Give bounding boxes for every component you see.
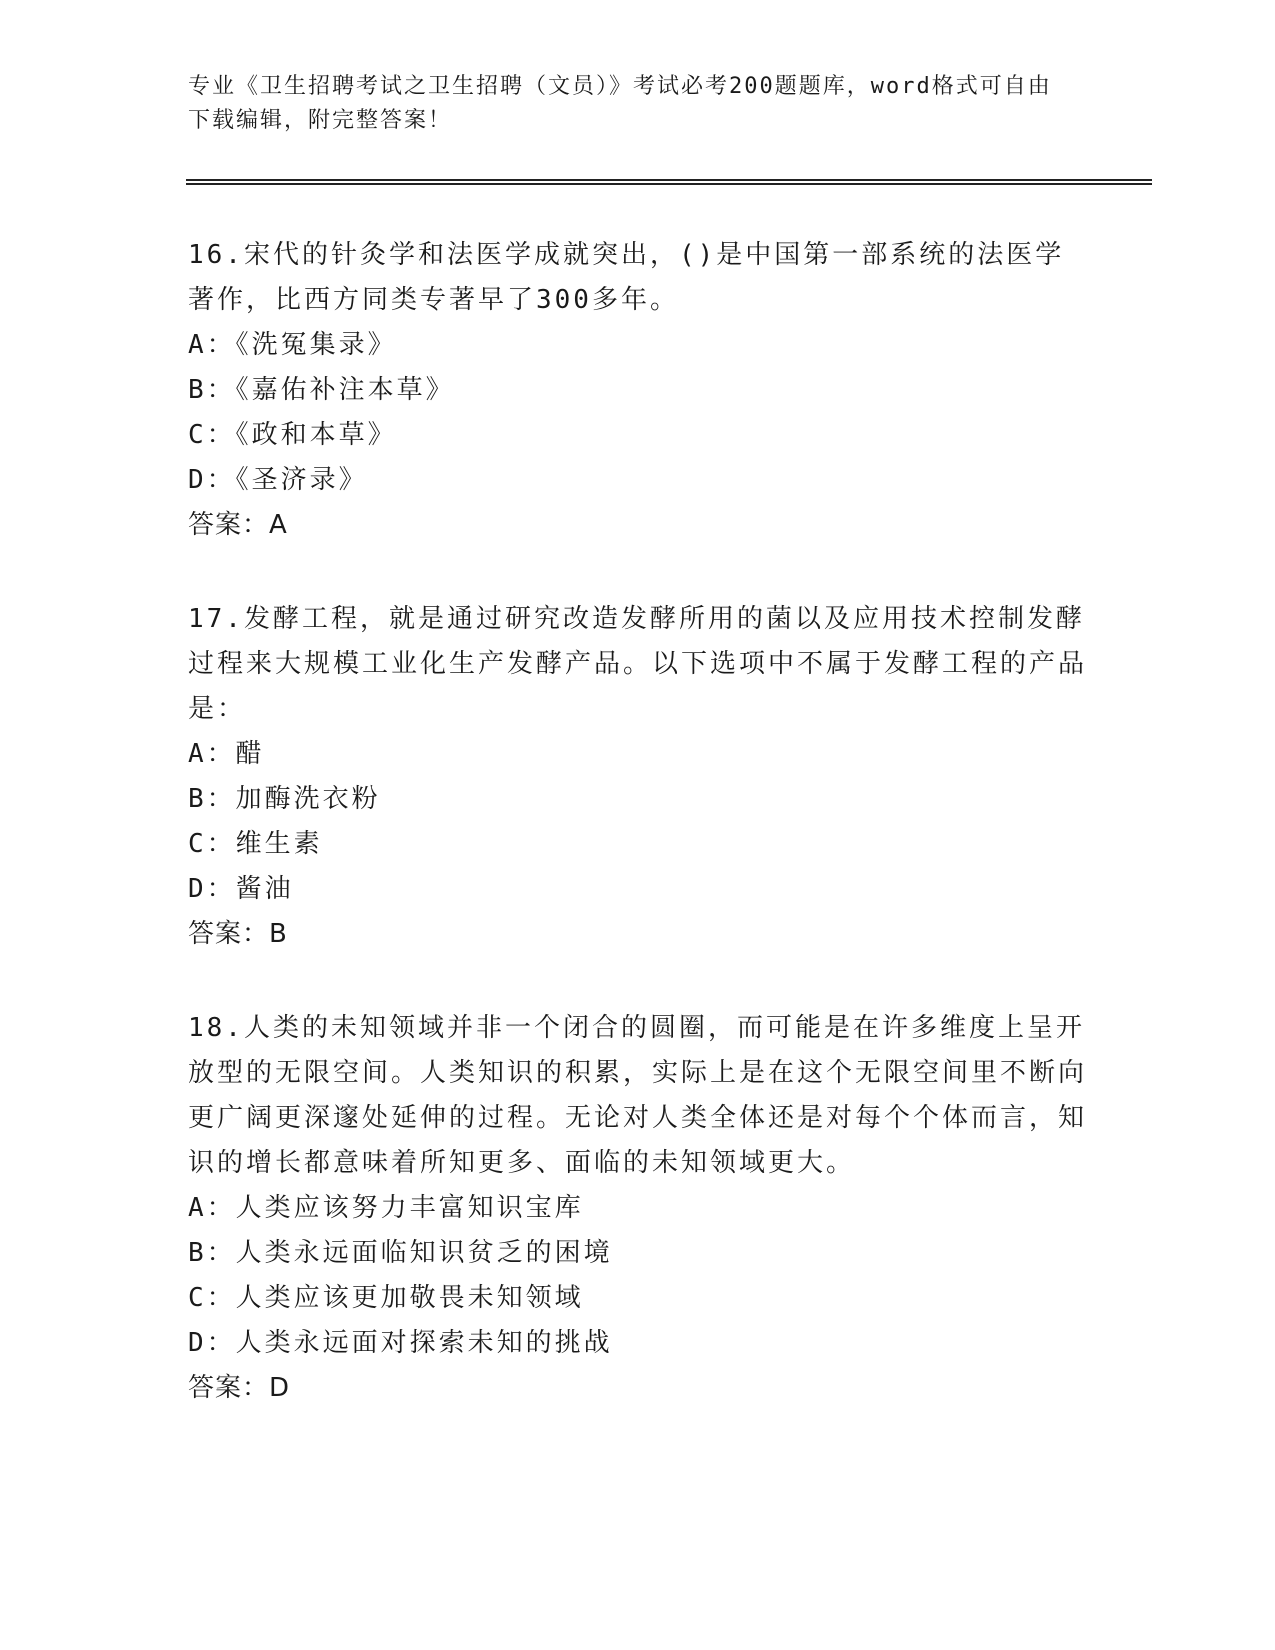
question-stem: 17.发酵工程，就是通过研究改造发酵所用的菌以及应用技术控制发酵过程来大规模工业化生产发酵产品。以下选项中不属于发酵工程的产品是：	[188, 604, 1088, 724]
question-stem: 16.宋代的针灸学和法医学成就突出，()是中国第一部系统的法医学著作，比西方同类专著早了300多年。	[188, 240, 1065, 315]
header-text: 专业《卫生招聘考试之卫生招聘（文员）》考试必考200题题库，word格式可自由下载编辑，附完整答案！	[188, 74, 1052, 133]
option-a: A：醋	[188, 739, 265, 769]
option-a: A：人类应该努力丰富知识宝库	[188, 1193, 584, 1223]
answer-label: 答案：D	[188, 1373, 291, 1403]
option-b: B：《嘉佑补注本草》	[188, 375, 455, 405]
option-d: D：人类永远面对探索未知的挑战	[188, 1328, 613, 1358]
question-16	[188, 233, 1088, 548]
option-b: B：人类永远面临知识贫乏的困境	[188, 1238, 613, 1268]
option-d: D：酱油	[188, 874, 294, 904]
question-18	[188, 1006, 1088, 1411]
header-divider-top	[186, 179, 1152, 181]
option-b: B：加酶洗衣粉	[188, 784, 381, 814]
option-c: C：人类应该更加敬畏未知领域	[188, 1283, 584, 1313]
answer-label: 答案：B	[188, 919, 288, 949]
answer-label: 答案：A	[188, 510, 288, 540]
question-stem: 18.人类的未知领域并非一个闭合的圆圈，而可能是在许多维度上呈开放型的无限空间。人类知识的积累，实际上是在这个无限空间里不断向更广阔更深邃处延伸的过程。无论对人类全体还是对每个个体而言，知识的增长都意味着所知更多、面临的未知领域更大。	[188, 1013, 1088, 1178]
option-c: C：《政和本草》	[188, 420, 397, 450]
header-divider-bottom	[186, 183, 1152, 185]
option-c: C：维生素	[188, 829, 323, 859]
question-17	[188, 597, 1088, 957]
option-d: D：《圣济录》	[188, 465, 368, 495]
document-header	[188, 70, 1068, 138]
option-a: A：《洗冤集录》	[188, 330, 397, 360]
